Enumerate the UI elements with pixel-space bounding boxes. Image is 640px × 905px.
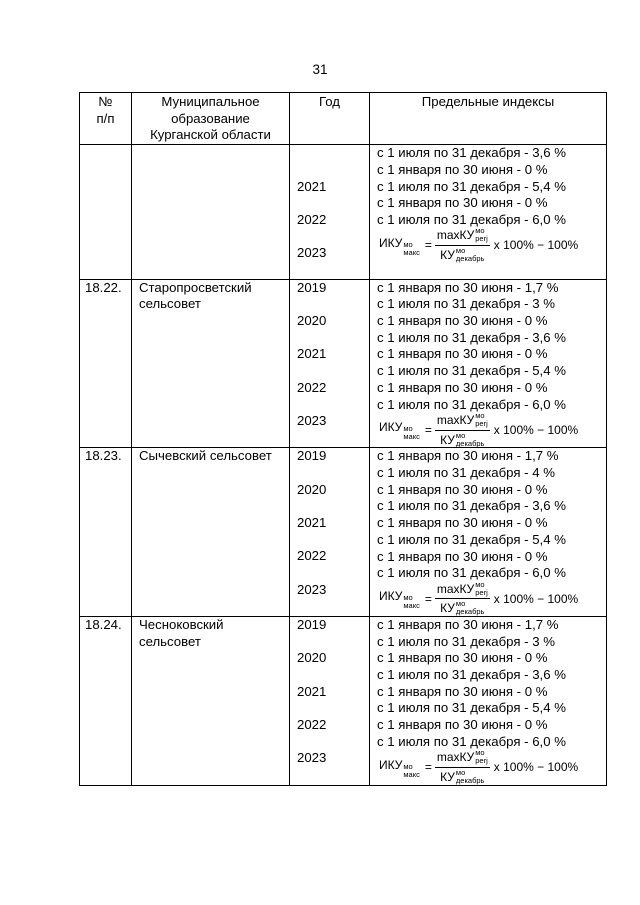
- index-line: с 1 июля по 31 декабря - 5,4 %: [377, 531, 566, 547]
- cell-num: [80, 145, 132, 280]
- index-line: с 1 июля по 31 декабря - 3,6 %: [377, 329, 566, 345]
- formula-num-scripts: [475, 581, 488, 597]
- formula-tail: x 100% − 100%: [493, 422, 579, 437]
- formula-lhs-scripts: [403, 241, 419, 257]
- index-line: с 1 января по 30 июня - 0 %: [377, 346, 548, 362]
- index-line: с 1 января по 30 июня - 0 %: [377, 481, 548, 497]
- formula-lhs-sub: макс: [403, 247, 420, 257]
- cell-municipality: [132, 145, 290, 280]
- formula-num-scripts: [475, 412, 488, 428]
- index-line: с 1 июля по 31 декабря - 3,6 %: [377, 667, 566, 683]
- index-line: с 1 июля по 31 декабря - 6,0 %: [377, 396, 566, 412]
- year-label: 2022: [297, 379, 327, 395]
- header-municipality-line1: Муниципальное: [161, 94, 260, 109]
- year-label: 2023: [297, 245, 327, 261]
- municipality-name-line1: Сычевский сельсовет: [139, 448, 272, 464]
- year-label: 2022: [297, 548, 327, 564]
- year-label: 2020: [297, 650, 327, 666]
- index-line: с 1 января по 30 июня - 0 %: [377, 683, 548, 699]
- index-line: с 1 июля по 31 декабря - 5,4 %: [377, 363, 566, 379]
- cell-years: [290, 616, 370, 785]
- formula-denominator: [438, 768, 486, 786]
- formula-lhs-main: ИКУ: [379, 757, 403, 772]
- year-label: 2019: [297, 448, 327, 464]
- formula-num-sup: мо: [475, 579, 485, 589]
- header-num-line2: п/п: [96, 110, 115, 126]
- formula-den-sub: декабрь: [455, 776, 485, 786]
- formula-den-scripts: [456, 769, 485, 785]
- formula-num-sub: perj: [475, 419, 488, 429]
- formula-lhs-main: ИКУ: [379, 588, 403, 603]
- header-num-line1: №: [98, 94, 113, 109]
- iku-max-formula: [377, 413, 606, 447]
- header-indices: Предельные индексы: [370, 93, 607, 145]
- formula-den-sub: декабрь: [455, 254, 485, 264]
- formula-den-scripts: [456, 247, 485, 263]
- cell-num: 18.23.: [80, 448, 132, 617]
- formula-den-main: КУ: [440, 432, 455, 447]
- formula-lhs: [379, 757, 422, 779]
- formula-den-main: КУ: [440, 601, 455, 616]
- cell-indices: [370, 448, 607, 617]
- cell-municipality: [132, 448, 290, 617]
- index-line: с 1 июля по 31 декабря - 3 %: [377, 633, 555, 649]
- year-label: 2023: [297, 413, 327, 429]
- formula-lhs-scripts: [403, 594, 419, 610]
- year-label: 2023: [297, 750, 327, 766]
- formula-tail: x 100% − 100%: [493, 238, 579, 253]
- index-line: с 1 января по 30 июня - 0 %: [377, 379, 548, 395]
- year-label: 2023: [297, 581, 327, 597]
- index-line: с 1 января по 30 июня - 0 %: [377, 515, 548, 531]
- formula-lhs: [379, 235, 422, 257]
- formula-num-sup: мо: [475, 748, 485, 758]
- formula-denominator: [438, 431, 486, 449]
- table-row: [80, 448, 607, 617]
- header-municipality-line3: Курганской области: [150, 127, 271, 143]
- formula-lhs-sup: мо: [403, 592, 413, 602]
- formula-tail: x 100% − 100%: [493, 760, 579, 775]
- formula-equals: =: [424, 238, 432, 253]
- year-label: 2019: [297, 279, 327, 295]
- formula-den-sub: декабрь: [455, 607, 485, 617]
- table-row: [80, 279, 607, 448]
- formula-lhs: [379, 588, 422, 610]
- formula-lhs-sub: макс: [403, 600, 420, 610]
- cell-years: [290, 279, 370, 448]
- index-line: с 1 января по 30 июня - 0 %: [377, 195, 548, 211]
- iku-max-formula: [377, 579, 606, 617]
- formula-num-sub: perj: [475, 756, 488, 766]
- index-line: с 1 января по 30 июня - 0 %: [377, 548, 548, 564]
- formula-equals: =: [424, 422, 432, 437]
- municipality-name-line2: сельсовет: [139, 633, 201, 649]
- index-line: с 1 июля по 31 декабря - 5,4 %: [377, 700, 566, 716]
- header-num: [80, 93, 132, 145]
- formula-num-sup: мо: [475, 411, 485, 421]
- formula-den-sub: декабрь: [455, 438, 485, 448]
- formula-tail: x 100% − 100%: [493, 591, 579, 606]
- formula-num-sup: мо: [475, 226, 485, 236]
- index-line: с 1 января по 30 июня - 1,7 %: [377, 279, 559, 295]
- year-label: [297, 145, 369, 178]
- formula-num-scripts: [475, 227, 488, 243]
- year-label: 2022: [297, 717, 327, 733]
- municipality-name-line2: сельсовет: [139, 296, 201, 312]
- cell-indices: [370, 145, 607, 280]
- formula-denominator: [438, 246, 486, 264]
- iku-max-formula: [377, 748, 606, 786]
- year-label: 2021: [297, 515, 327, 531]
- formula-equals: =: [424, 591, 432, 606]
- formula-lhs-main: ИКУ: [379, 235, 403, 250]
- formula-fraction: [435, 412, 490, 448]
- index-line: с 1 июля по 31 декабря - 6,0 %: [377, 211, 566, 227]
- cell-municipality: [132, 616, 290, 785]
- cell-num: 18.24.: [80, 616, 132, 785]
- year-label: 2020: [297, 313, 327, 329]
- formula-fraction: [435, 749, 490, 785]
- iku-max-formula: [377, 226, 606, 264]
- formula-den-scripts: [456, 600, 485, 616]
- formula-numerator: [435, 412, 490, 431]
- formula-lhs-sup: мо: [403, 424, 413, 434]
- year-label: 2021: [297, 683, 327, 699]
- formula-den-sup: мо: [455, 430, 466, 440]
- formula-lhs-scripts: [403, 763, 419, 779]
- formula-num-scripts: [475, 749, 488, 765]
- formula-lhs: [379, 419, 422, 441]
- cell-years: [290, 145, 370, 280]
- index-line: с 1 июля по 31 декабря - 6,0 %: [377, 565, 566, 581]
- table-header-row: [80, 93, 607, 145]
- index-line: с 1 июля по 31 декабря - 6,0 %: [377, 733, 566, 749]
- formula-den-scripts: [456, 432, 485, 448]
- table-row: [80, 616, 607, 785]
- formula-den-sup: мо: [455, 768, 466, 778]
- formula-lhs-scripts: [403, 425, 419, 441]
- index-line: с 1 июля по 31 декабря - 3 %: [377, 296, 555, 312]
- formula-denominator: [438, 599, 486, 617]
- formula-numerator: [435, 581, 490, 600]
- index-line: с 1 июля по 31 декабря - 3,6 %: [377, 145, 566, 161]
- formula-num-sub: perj: [475, 587, 488, 597]
- year-label: 2019: [297, 616, 327, 632]
- header-municipality: [132, 93, 290, 145]
- cell-num: 18.22.: [80, 279, 132, 448]
- cell-municipality: [132, 279, 290, 448]
- header-municipality-line2: образование: [171, 110, 250, 126]
- header-year: Год: [290, 93, 370, 145]
- municipality-name-line1: Чесноковский: [139, 616, 224, 632]
- formula-den-sup: мо: [455, 599, 466, 609]
- index-line: с 1 января по 30 июня - 1,7 %: [377, 616, 559, 632]
- index-line: с 1 января по 30 июня - 0 %: [377, 650, 548, 666]
- municipality-name-line1: Старопросветский: [139, 279, 252, 295]
- page-number: 31: [312, 62, 328, 77]
- formula-den-sup: мо: [455, 246, 466, 256]
- cell-indices: [370, 279, 607, 448]
- formula-fraction: [435, 581, 490, 617]
- index-line: с 1 января по 30 июня - 1,7 %: [377, 448, 559, 464]
- formula-fraction: [435, 227, 490, 263]
- formula-lhs-sup: мо: [403, 239, 413, 249]
- formula-equals: =: [424, 760, 432, 775]
- formula-numerator: [435, 227, 490, 246]
- formula-lhs-sup: мо: [403, 761, 413, 771]
- year-label: 2020: [297, 481, 327, 497]
- cell-indices: [370, 616, 607, 785]
- index-line: с 1 июля по 31 декабря - 4 %: [377, 465, 555, 480]
- year-label: 2022: [297, 211, 327, 227]
- formula-lhs-main: ИКУ: [379, 420, 403, 435]
- year-label: 2021: [297, 346, 327, 362]
- formula-num-main: maxКУ: [436, 581, 475, 596]
- formula-numerator: [435, 749, 490, 768]
- formula-num-main: maxКУ: [436, 750, 475, 765]
- index-line: с 1 января по 30 июня - 0 %: [377, 161, 548, 177]
- index-line: с 1 июля по 31 декабря - 3,6 %: [377, 498, 566, 514]
- formula-num-sub: perj: [475, 234, 488, 244]
- formula-lhs-sub: макс: [403, 432, 420, 442]
- cell-years: [290, 448, 370, 617]
- formula-den-main: КУ: [440, 248, 455, 263]
- formula-num-main: maxКУ: [436, 413, 475, 428]
- year-label: 2021: [297, 178, 327, 194]
- formula-num-main: maxКУ: [436, 228, 475, 243]
- index-line: с 1 июля по 31 декабря - 5,4 %: [377, 178, 566, 194]
- limit-indices-table: [79, 92, 607, 786]
- formula-den-main: КУ: [440, 770, 455, 785]
- formula-lhs-sub: макс: [403, 769, 420, 779]
- table-row-continuation: [80, 145, 607, 280]
- index-line: с 1 января по 30 июня - 0 %: [377, 313, 548, 329]
- index-line: с 1 января по 30 июня - 0 %: [377, 717, 548, 733]
